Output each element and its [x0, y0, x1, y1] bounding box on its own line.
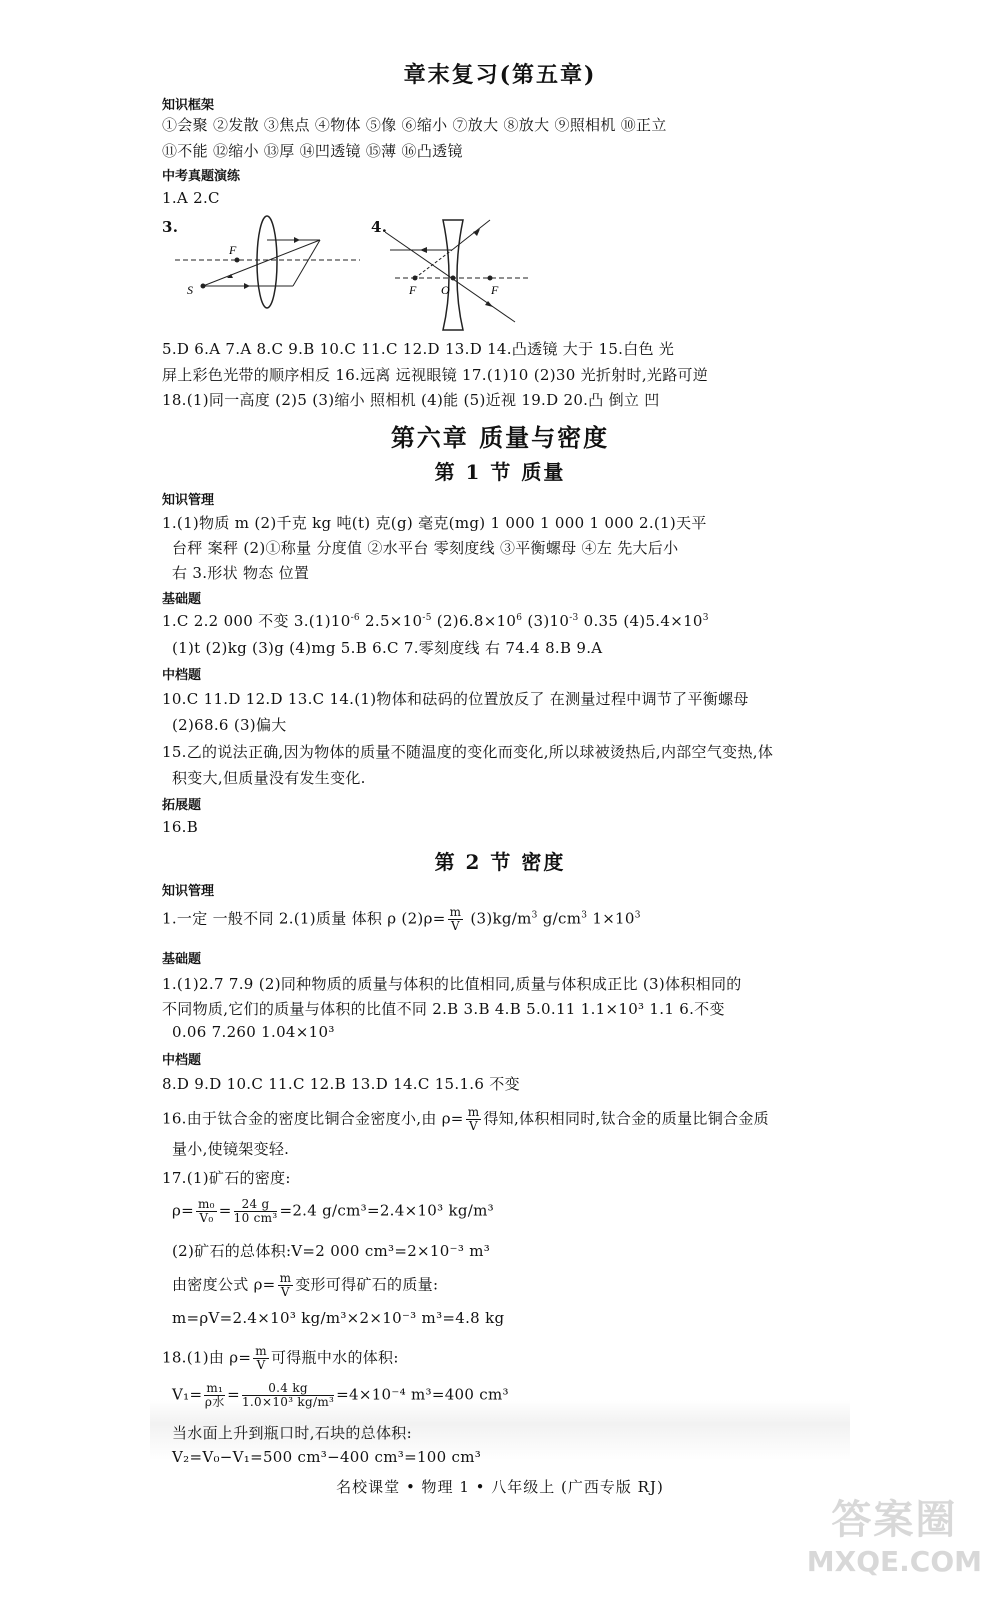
s1-knowledge-line-3: 右 3.形状 物态 位置 [172, 564, 310, 582]
q18-formula: V₁= $\frac{\text{m₁}}{\text{ρ水}}$ = $\frac{0.4 kg}{\text{1.0×10³ kg/m³}}$ =4×10⁻⁴ m³=400 cm³ [172, 1381, 509, 1409]
answers-1-2: 1.A 2.C [162, 189, 220, 207]
numerator: m [279, 1271, 292, 1285]
ray [452, 220, 490, 250]
q18-line-2: 当水面上升到瓶口时,石块的总体积: [172, 1424, 412, 1442]
fraction [448, 906, 464, 933]
question-3-label: 3. [162, 218, 179, 236]
chapter5-review-title: 章末复习(第五章) [403, 62, 597, 88]
arrow-icon [294, 237, 300, 243]
exponent: 3 [634, 910, 641, 921]
section-label-basic: 基础题 [162, 592, 202, 607]
s1-knowledge-line-2: 台秤 案秤 (2)①称量 分度值 ②水平台 零刻度线 ③平衡螺母 ④左 先大后小 [172, 539, 679, 557]
s1-medium-line-3: 15.乙的说法正确,因为物体的质量不随温度的变化而变化,所以球被烫热后,内部空气变热,体 [162, 743, 774, 761]
q17-line-2: (2)矿石的总体积:V=2 000 cm³=2×10⁻³ m³ [172, 1242, 491, 1260]
text: =4×10⁻⁴ m³=400 cm³ [336, 1385, 509, 1404]
numerator: 0.4 kg [242, 1382, 334, 1396]
text: (2)6.8×10 [431, 612, 517, 630]
s1-medium-line-1: 10.C 11.D 12.D 13.C 14.(1)物体和砝码的位置放反了 在测量过程中调节了平衡螺母 [162, 690, 749, 708]
s2-basic-line-2: 不同物质,它们的质量与体积的比值不同 2.B 3.B 4.B 5.0.11 1.1×10³ 1.1 6.不变 [162, 1000, 725, 1018]
ch5-answers-line-1: 5.D 6.A 7.A 8.C 9.B 10.C 11.C 12.D 13.D 14.凸透镜 大于 15.白色 光 [162, 340, 675, 358]
numerator: m [467, 1105, 480, 1119]
convex-lens [257, 216, 277, 308]
text: 由密度公式 ρ= [172, 1275, 276, 1294]
denominator: V [280, 1285, 290, 1299]
fraction [242, 1382, 334, 1409]
denominator: V [469, 1119, 479, 1133]
numerator: m₀ [198, 1197, 215, 1211]
text: V₁= [172, 1385, 203, 1404]
concave-lens [443, 220, 463, 330]
numerator: m [255, 1344, 267, 1358]
optical-center [451, 276, 456, 281]
section-label-medium: 中档题 [162, 668, 202, 683]
q18-line-3: V₂=V₀−V₁=500 cm³−400 cm³=100 cm³ [172, 1448, 482, 1466]
section-label-knowledge: 知识管理 [162, 493, 215, 508]
denominator: V [450, 919, 460, 933]
text: g/cm [537, 909, 582, 928]
watermark [807, 1488, 982, 1578]
text: ρ= [172, 1201, 194, 1220]
question-4-label: 4. [371, 218, 388, 236]
exponent: -5 [422, 613, 432, 623]
text: 0.35 (4)5.4×10 [578, 612, 703, 630]
exponent: 6 [516, 613, 523, 623]
ray [293, 240, 320, 286]
ray [203, 240, 320, 286]
section-label-extension: 拓展题 [162, 798, 202, 813]
fraction [234, 1198, 278, 1225]
text: 1.C 2.2 000 不变 3.(1)10 [162, 612, 351, 630]
chapter6-title: 第六章 质量与密度 [390, 423, 610, 452]
q16-line-1 [162, 1106, 769, 1133]
q17-line-4: m=ρV=2.4×10³ kg/m³×2×10⁻³ m³=4.8 kg [172, 1309, 505, 1327]
s2-basic-line-3: 0.06 7.260 1.04×10³ [172, 1023, 335, 1041]
fraction [196, 1198, 217, 1225]
arrow-icon [244, 283, 250, 289]
s1-knowledge-line-1: 1.(1)物质 m (2)千克 kg 吨(t) 克(g) 毫克(mg) 1 000 1 000 1 000 2.(1)天平 [162, 514, 707, 532]
label-f-right: F [491, 283, 499, 297]
convex-lens-diagram [175, 212, 365, 322]
label-s: S [187, 283, 193, 297]
section-label-basic: 基础题 [162, 952, 202, 967]
s1-medium-line-4: 积变大,但质量没有发生变化. [172, 769, 366, 787]
exponent: 3 [702, 613, 709, 623]
exponent: 3 [581, 910, 588, 921]
q17-formula: ρ= $\frac{\text{m₀}}{\text{V₀}}$ = $\frac{24 g}{\text{10 cm³}}$ =2.4 g/cm³=2.4×10³ kg/m³ [172, 1197, 494, 1225]
label-o: O [441, 283, 450, 297]
label-f-left: F [409, 283, 417, 297]
text: (3)10 [522, 612, 570, 630]
section-label-framework: 知识框架 [162, 98, 215, 113]
s2-medium-line-1: 8.D 9.D 10.C 11.C 12.B 13.D 14.C 15.1.6 不变 [162, 1075, 520, 1093]
s2-basic-line-1: 1.(1)2.7 7.9 (2)同种物质的质量与体积的比值相同,质量与体积成正比 (3)体积相同的 [162, 975, 742, 993]
text: 16.由于钛合金的密度比铜合金密度小,由 ρ= [162, 1109, 464, 1128]
concave-lens-diagram [385, 212, 535, 337]
denominator: V₀ [199, 1211, 214, 1225]
exponent: 3 [531, 910, 538, 921]
arrow-icon [420, 247, 427, 253]
ray [385, 232, 515, 322]
section-label-knowledge: 知识管理 [162, 884, 215, 899]
text: 可得瓶中水的体积: [270, 1348, 399, 1367]
watermark-logo-text: 答案圈 [831, 1497, 958, 1543]
text: 1×10 [587, 909, 635, 928]
point-s [201, 284, 206, 289]
s1-medium-line-2: (2)68.6 (3)偏大 [172, 716, 287, 734]
label-f: F [229, 243, 237, 257]
text: 得知,体积相同时,钛合金的质量比铜合金质 [483, 1109, 769, 1128]
fraction [253, 1345, 269, 1372]
section1-title: 第 1 节 质量 [434, 460, 566, 484]
s1-extension-line-1: 16.B [162, 818, 199, 836]
text: 变形可得矿石的质量: [295, 1275, 439, 1294]
focal-point [413, 276, 418, 281]
denominator: 10 cm³ [233, 1211, 278, 1225]
q17-line-1: 17.(1)矿石的密度: [162, 1169, 291, 1187]
numerator: m [449, 905, 462, 919]
denominator: 1.0×10³ kg/m³ [242, 1395, 335, 1409]
watermark-url: MXQE.COM [806, 1545, 982, 1578]
ch5-answers-line-3: 18.(1)同一高度 (2)5 (3)缩小 照相机 (4)能 (5)近视 19.D 20.凸 倒立 凹 [162, 391, 660, 409]
s1-basic-line-1 [162, 610, 709, 631]
s1-basic-line-2: (1)t (2)kg (3)g (4)mg 5.B 6.C 7.零刻度线 右 74.4 8.B 9.A [172, 639, 603, 657]
q17-line-3 [172, 1272, 438, 1299]
text: 2.5×10 [359, 612, 423, 630]
numerator: 24 g [234, 1198, 278, 1212]
text: 18.(1)由 ρ= [162, 1348, 252, 1367]
exponent: -6 [350, 613, 360, 623]
section-label-medium: 中档题 [162, 1053, 202, 1068]
s2-knowledge-line-1 [162, 906, 641, 933]
denominator: V [256, 1358, 266, 1372]
fraction [204, 1382, 225, 1409]
ch5-answers-line-2: 屏上彩色光带的顺序相反 16.远离 远视眼镜 17.(1)10 (2)30 光折射时,光路可逆 [162, 366, 709, 384]
extension-line [415, 250, 452, 278]
text: =2.4 g/cm³=2.4×10³ kg/m³ [279, 1201, 494, 1220]
fraction [278, 1272, 294, 1299]
framework-line-2: ⑪不能 ⑫缩小 ⑬厚 ⑭凹透镜 ⑮薄 ⑯凸透镜 [162, 142, 463, 160]
text: (3)kg/m [465, 909, 532, 928]
exponent: -3 [569, 613, 579, 623]
text: 1.一定 一般不同 2.(1)质量 体积 ρ (2)ρ= [162, 909, 446, 928]
denominator: ρ水 [204, 1395, 225, 1409]
focal-point [235, 258, 240, 263]
q18-line-1 [162, 1345, 399, 1372]
page-footer: 名校课堂 • 物理 1 • 八年级上 (广西专版 RJ) [336, 1478, 664, 1496]
numerator: m₁ [206, 1381, 224, 1395]
section2-title: 第 2 节 密度 [434, 850, 566, 874]
q16-line-2: 量小,使镜架变轻. [172, 1140, 290, 1158]
framework-line-1: ①会聚 ②发散 ③焦点 ④物体 ⑤像 ⑥缩小 ⑦放大 ⑧放大 ⑨照相机 ⑩正立 [162, 116, 667, 134]
focal-point [488, 276, 493, 281]
section-label-exam: 中考真题演练 [162, 169, 241, 184]
fraction [466, 1106, 482, 1133]
